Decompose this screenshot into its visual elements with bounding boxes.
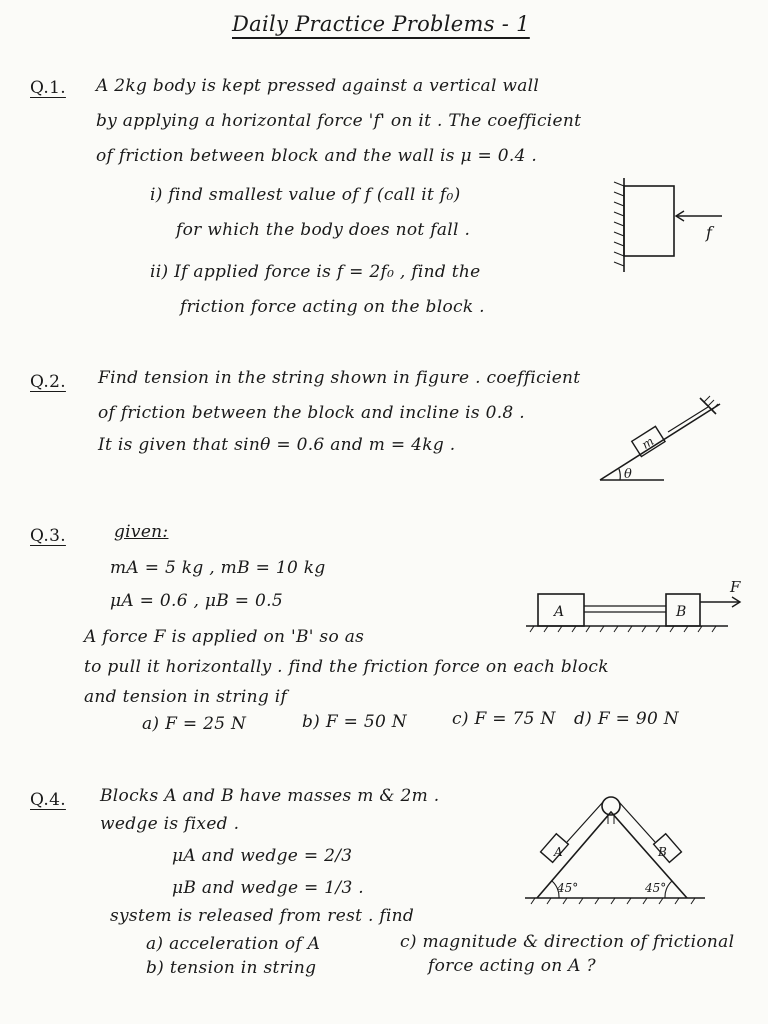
q1-number: Q.1. bbox=[30, 78, 66, 98]
q3-option-c: c) F = 75 N bbox=[452, 709, 556, 729]
q1-part-ii-2: friction force acting on the block . bbox=[180, 297, 485, 317]
q3-blocks-diagram bbox=[520, 576, 760, 638]
q2-incline bbox=[600, 404, 720, 480]
q1-line-2: by applying a horizontal force 'f' on it . The coefficient bbox=[96, 111, 582, 131]
q3-number: Q.3. bbox=[30, 526, 66, 546]
q2-line-1: Find tension in the string shown in figure . coefficient bbox=[98, 368, 581, 388]
q3-force-label: F bbox=[730, 578, 741, 596]
q1-line-3: of friction between block and the wall is μ = 0.4 . bbox=[96, 146, 538, 166]
q1-part-ii-1: ii) If applied force is f = 2f₀ , find the bbox=[150, 262, 481, 282]
q4-block-b-label: B bbox=[658, 845, 667, 859]
q4-string-left bbox=[567, 802, 603, 842]
q2-line-3: It is given that sinθ = 0.6 and m = 4kg . bbox=[98, 435, 456, 455]
q1-part-i-2: for which the body does not fall . bbox=[176, 220, 471, 240]
q3-given: given: bbox=[114, 522, 169, 542]
q4-release: system is released from rest . find bbox=[110, 906, 415, 926]
q2-string bbox=[668, 407, 708, 432]
q4-wedge-diagram bbox=[515, 780, 715, 910]
q2-number: Q.2. bbox=[30, 372, 66, 392]
q3-block-b-label: B bbox=[676, 604, 687, 620]
q2-incline-diagram bbox=[590, 392, 740, 492]
q2-line-2: of friction between the block and incline is 0.8 . bbox=[98, 403, 525, 423]
q4-angle-right: 45° bbox=[645, 881, 667, 895]
q4-string-right bbox=[619, 802, 655, 842]
q4-mu-a: μA and wedge = 2/3 bbox=[172, 846, 353, 866]
q3-option-a: a) F = 25 N bbox=[142, 714, 247, 734]
q3-block-a-label: A bbox=[554, 604, 565, 620]
q3-option-b: b) F = 50 N bbox=[302, 712, 407, 732]
q1-wall-diagram bbox=[610, 172, 740, 282]
q4-part-c-1: c) magnitude & direction of frictional bbox=[400, 932, 735, 952]
q2-angle-label: θ bbox=[624, 467, 632, 482]
q4-angle-left: 45° bbox=[557, 881, 579, 895]
q4-line-2: wedge is fixed . bbox=[100, 814, 240, 834]
q2-block-label: m bbox=[639, 434, 657, 452]
q4-part-b: b) tension in string bbox=[146, 958, 317, 978]
q3-option-d: d) F = 90 N bbox=[574, 709, 679, 729]
q1-line-1: A 2kg body is kept pressed against a vertical wall bbox=[96, 76, 540, 96]
q3-line-3: and tension in string if bbox=[84, 687, 288, 707]
q3-line-2: to pull it horizontally . find the friction force on each block bbox=[84, 657, 609, 677]
q4-block-a-label: A bbox=[554, 845, 563, 859]
q3-line-1: A force F is applied on 'B' so as bbox=[84, 627, 365, 647]
q1-block bbox=[624, 186, 674, 256]
q4-number: Q.4. bbox=[30, 790, 66, 810]
page-title: Daily Practice Problems - 1 bbox=[232, 12, 530, 36]
q3-masses: mA = 5 kg , mB = 10 kg bbox=[110, 558, 326, 578]
q1-force-label: f bbox=[706, 223, 712, 242]
q4-part-c-2: force acting on A ? bbox=[428, 956, 596, 976]
q4-line-1: Blocks A and B have masses m & 2m . bbox=[100, 786, 440, 806]
q1-part-i-1: i) find smallest value of f (call it f₀) bbox=[150, 185, 461, 205]
q4-mu-b: μB and wedge = 1/3 . bbox=[172, 878, 364, 898]
q3-mus: μA = 0.6 , μB = 0.5 bbox=[110, 591, 283, 611]
q4-part-a: a) acceleration of A bbox=[146, 934, 321, 954]
